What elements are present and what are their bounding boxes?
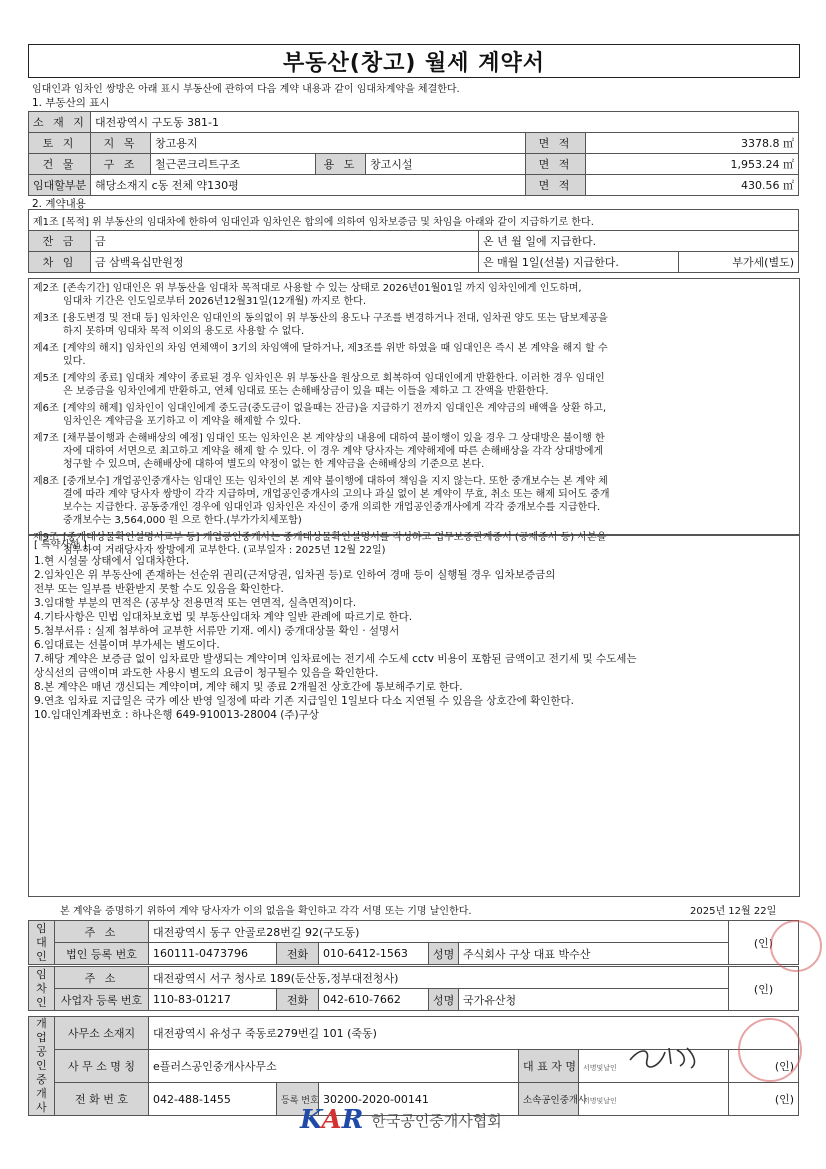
lessee-phone: 042-610-7662: [319, 989, 429, 1011]
lessee-address-label: 주 소: [55, 967, 149, 989]
broker-phone-label: 전 화 번 호: [55, 1083, 149, 1116]
clause-line: [33, 475, 793, 488]
special-term-line: 5.첨부서류 : 실제 첨부하여 교부한 서류만 기재. 예시) 중개대상물 확인 · 설명서: [34, 625, 400, 637]
clause-text: 하지 못하며 임대차 목적 이외의 용도로 사용할 수 없다.: [63, 326, 305, 337]
building-area-value: 1,953.24 ㎡: [586, 154, 799, 175]
clause-text: [계약의 종료] 임대차 계약이 종료된 경우 임차인은 위 부동산을 원상으로 회복하여 임대인에게 반환한다. 이러한 경우 임대인: [63, 373, 605, 384]
lessee-label: 임차인: [29, 967, 55, 1011]
special-term-line: 2.임차인은 위 부동산에 존재하는 선순위 권리(근저당권, 임차권 등)로 인하여 경매 등이 실행될 경우 임차보증금의: [34, 569, 556, 581]
special-term-line: 3.임대할 부분의 면적은 (공부상 전용면적 또는 연면적, 실측면적)이다.: [34, 597, 357, 609]
lessor-address-label: 주 소: [55, 921, 149, 943]
broker-rep-label: 대 표 자 명: [519, 1050, 579, 1083]
clause-text: [계약의 해제] 임차인이 임대인에게 중도금(중도금이 없을때는 잔금)을 지급하기 전까지 임대인은 계약금의 배액을 상환 하고,: [63, 403, 607, 414]
clause-line: [33, 402, 793, 415]
clause-2: [33, 282, 793, 308]
broker-regnum: 30200-2020-00141: [319, 1083, 519, 1116]
intro-text: 임대인과 임차인 쌍방은 아래 표시 부동산에 관하여 다음 계약 내용과 같이 임대차계약을 체결한다.: [32, 84, 460, 95]
lessee-name: 국가유산청: [459, 989, 729, 1011]
clause-text: [존속기간] 임대인은 위 부동산을 임대차 목적대로 사용할 수 있는 상태로 2026년01월01일 까지 임차인에게 인도하며,: [63, 283, 582, 294]
lessee-table: [28, 966, 799, 1011]
contract-date: 2025년 12월 22일: [690, 906, 777, 917]
clause-line: [33, 372, 793, 385]
clause-line: [33, 488, 793, 501]
clause-text: 청구할 수 있으며, 손해배상에 대하여 별도의 약정이 없는 한 계약금을 손해배상의 기준으로 본다.: [63, 459, 485, 470]
clause-text: 임대차 기간은 인도일로부터 2026년12월31일(12개월) 까지로 한다.: [63, 296, 367, 307]
clause-text: [용도변경 및 전대 등] 임차인은 임대인의 동의없이 위 부동산의 용도나 구조를 변경하거나 전대, 임차권 양도 또는 담보제공을: [63, 313, 608, 324]
broker-office-name: e플러스공인중개사사무소: [149, 1050, 519, 1083]
lessor-phone: 010-6412-1563: [319, 943, 429, 965]
clause-label: 제7조: [33, 433, 59, 444]
broker-office-address: 대전광역시 유성구 죽동로279번길 101 (죽동): [149, 1017, 799, 1050]
broker-regnum-label: 등록 번호: [277, 1083, 319, 1116]
special-term-line: 10.임대인계좌번호 : 하나은행 649-910013-28004 (주)구상: [34, 709, 319, 721]
structure-label: 구 조: [91, 154, 151, 175]
rent-vat: 부가세(별도): [679, 252, 799, 273]
lessor-label: 임대인: [29, 921, 55, 965]
footer-logo: [300, 1104, 540, 1136]
payment-table: [28, 209, 799, 273]
lessor-table: [28, 920, 799, 965]
clause-label: 제9조: [33, 532, 59, 543]
land-label: 토 지: [29, 133, 91, 154]
clause-3: [33, 312, 793, 338]
broker-phone: 042-488-1455: [149, 1083, 277, 1116]
special-term-line: 전부 또는 일부를 반환받지 못할 수도 있음을 확인한다.: [34, 583, 284, 595]
land-area-label: 면 적: [526, 133, 586, 154]
special-term-line: 6.임대료는 선불이며 부가세는 별도이다.: [34, 639, 220, 651]
clause-text: 자에 대하여 서면으로 최고하고 계약을 해제 할 수 있다. 이 경우 계약 당사자는 계약해제에 따른 손해배상을 각각 상대방에게: [63, 446, 604, 457]
broker-red-stamp: [738, 1018, 802, 1082]
clause-text: 은 보증금을 임차인에게 반환하고, 연체 임대료 또는 손해배상금이 있을 때는 이들을 제하고 그 잔액을 반환한다.: [63, 386, 549, 397]
section-property-heading: 1. 부동산의 표시: [32, 97, 110, 109]
land-category-value: 창고용지: [151, 133, 526, 154]
clause-text: 중개보수는 3,564,000 원 으로 한다.(부가가치세포함): [63, 515, 302, 526]
clause-line: [33, 432, 793, 445]
broker-signature: [625, 1040, 705, 1072]
clause-label: 제8조: [33, 476, 59, 487]
clause-line: [33, 325, 793, 338]
broker-seal: (인): [729, 1050, 799, 1083]
clause-text: [중개보수] 개업공인중개사는 임대인 또는 임차인의 본 계약 불이행에 대하여 책임을 지지 않는다. 또한 중개보수는 본 계약 체: [63, 476, 608, 487]
location-value: 대전광역시 구도동 381-1: [91, 112, 799, 133]
broker-office-address-label: 사무소 소재지: [55, 1017, 149, 1050]
lessor-phone-label: 전화: [277, 943, 319, 965]
clause-label: 제2조: [33, 283, 59, 294]
clause-text: 결에 따라 계약 당사자 쌍방이 각각 지급하며, 개업공인중개사의 고의나 과실 없이 본 계약이 무효, 취소 또는 해제 되어도 중개: [63, 489, 610, 500]
deposit-due: 온 년 월 일에 지급한다.: [479, 231, 799, 252]
clause-5: [33, 372, 793, 398]
clause-text: 보수는 지급한다. 공동중개인 경우에 임대인과 임차인은 자신이 중개 의뢰한 개업공인중개사에게 각각 중개보수를 지급한다.: [63, 502, 601, 513]
broker-agent-label: 소속공인중개사: [519, 1083, 579, 1116]
clause-8: [33, 475, 793, 527]
clause-label: 제6조: [33, 403, 59, 414]
special-terms-title: [ 특약사항 ]: [34, 540, 87, 551]
article-1-label: 제1조: [33, 216, 59, 228]
clause-text: 있다.: [63, 356, 86, 367]
clause-line: [33, 415, 793, 428]
lessee-reg: 110-83-01217: [149, 989, 277, 1011]
document-title: 부동산(창고) 월세 계약서: [28, 44, 800, 78]
deposit-label: 잔 금: [29, 231, 91, 252]
clause-line: [33, 282, 793, 295]
clause-text: [채무불이행과 손해배상의 예정] 임대인 또는 임차인은 본 계약상의 내용에 대하여 불이행이 있을 경우 그 상대방은 불이행 한: [63, 433, 605, 444]
broker-office-name-label: 사 무 소 명 칭: [55, 1050, 149, 1083]
clause-text: 임차인은 계약금을 포기하고 이 계약을 해제할 수 있다.: [63, 416, 301, 427]
kar-logo: KAR: [300, 1105, 364, 1135]
building-area-label: 면 적: [526, 154, 586, 175]
lessor-name-label: 성명: [429, 943, 459, 965]
broker-agent-sign-box: [579, 1083, 729, 1116]
rent-due: 은 매월 1일(선불) 지급한다.: [479, 252, 679, 273]
lessee-phone-label: 전화: [277, 989, 319, 1011]
special-term-line: 4.기타사항은 민법 임대차보호법 및 부동산임대차 계약 일반 관례에 따르기로 한다.: [34, 611, 413, 623]
lessor-name: 주식회사 구상 대표 박수산: [459, 943, 729, 965]
clause-label: 제4조: [33, 343, 59, 354]
clause-line: [33, 342, 793, 355]
leased-part-label: 임대할부분: [29, 175, 91, 196]
lessee-name-label: 성명: [429, 989, 459, 1011]
leased-area-label: 면 적: [526, 175, 586, 196]
clause-4: [33, 342, 793, 368]
clause-line: [33, 458, 793, 471]
location-label: 소 재 지: [29, 112, 91, 133]
clause-7: [33, 432, 793, 471]
clause-line: [33, 445, 793, 458]
leased-part-value: 해당소재지 c동 전체 약130평: [91, 175, 526, 196]
association-name: 한국공인중개사협회: [371, 1111, 502, 1130]
lessor-address: 대전광역시 동구 안골로28번길 92(구도동): [149, 921, 729, 943]
clause-text: [계약의 해지] 임차인의 차임 연체액이 3기의 차임액에 달하거나, 제3조를 위반 하였을 때 임대인은 즉시 본 계약을 해지 할 수: [63, 343, 608, 354]
rent-label: 차 임: [29, 252, 91, 273]
deposit-value: 금: [91, 231, 479, 252]
clause-line: [33, 295, 793, 308]
lessor-red-stamp: [770, 920, 822, 972]
clause-line: [33, 385, 793, 398]
clause-6: [33, 402, 793, 428]
lessor-seal: (인): [729, 921, 799, 965]
property-table: [28, 111, 799, 196]
special-term-line: 1.현 시설물 상태에서 임대차한다.: [34, 555, 190, 567]
clause-text: 첨부하여 거래당사자 쌍방에게 교부한다. (교부일자 : 2025년 12월 22일): [63, 545, 386, 556]
special-term-line: 상식선의 금액이며 과도한 사용시 별도의 요금이 청구될수 있음을 확인한다.: [34, 667, 379, 679]
confirmation-text: 본 계약을 증명하기 위하여 계약 당사자가 이의 없음을 확인하고 각각 서명 또는 기명 날인한다.: [60, 906, 472, 917]
lessee-seal: (인): [729, 967, 799, 1011]
special-term-line: 8.본 계약은 매년 갱신되는 계약이며, 계약 해지 및 종료 2개월전 상호간에 통보해주기로 한다.: [34, 681, 463, 693]
clause-line: [33, 501, 793, 514]
special-terms-box: [28, 535, 800, 897]
clause-line: [33, 355, 793, 368]
special-term-line: 7.해당 계약은 보증금 없이 임차료만 발생되는 계약이며 임차료에는 전기세 수도세 cctv 비용이 포함된 금액이고 전기세 및 수도세는: [34, 653, 637, 665]
special-term-line: 9.연초 임차료 지급일은 국가 예산 반영 일정에 따라 기존 지급일인 1일보다 다소 지연될 수 있음을 상호간에 확인한다.: [34, 695, 575, 707]
use-label: 용 도: [316, 154, 366, 175]
clause-label: 제3조: [33, 313, 59, 324]
clause-label: 제5조: [33, 373, 59, 384]
land-area-value: 3378.8 ㎡: [586, 133, 799, 154]
land-category-label: 지 목: [91, 133, 151, 154]
lessee-reg-label: 사업자 등록 번호: [55, 989, 149, 1011]
structure-value: 철근콘크리트구조: [151, 154, 316, 175]
rent-value: 금 삼백육십만원정: [91, 252, 479, 273]
clause-line: [33, 312, 793, 325]
section-contract-heading: 2. 계약내용: [32, 198, 86, 210]
lessor-reg: 160111-0473796: [149, 943, 277, 965]
clause-line: [33, 514, 793, 527]
article-1: [29, 210, 799, 231]
clause-text: [중개대상물확인설명서교부 등] 개업공인중개사는 중개대상물확인설명서를 작성하고 업무보증관계증서 (공제증서 등) 사본을: [63, 532, 607, 543]
broker-agent-sign-hint: 서명및날인: [583, 1096, 617, 1105]
broker-label: 개업공인중개사: [29, 1017, 55, 1116]
lessor-reg-label: 법인 등록 번호: [55, 943, 149, 965]
use-value: 창고시설: [366, 154, 526, 175]
leased-area-value: 430.56 ㎡: [586, 175, 799, 196]
article-1-text: [목적] 위 부동산의 임대차에 한하여 임대인과 임차인은 합의에 의하여 임차보증금 및 차임을 아래와 같이 지급하기로 한다.: [61, 216, 594, 228]
lessee-address: 대전광역시 서구 청사로 189(둔산동,정부대전청사): [149, 967, 729, 989]
building-label: 건 물: [29, 154, 91, 175]
broker-sign-hint: 서명및날인: [583, 1063, 617, 1072]
broker-agent-seal: (인): [729, 1083, 799, 1116]
